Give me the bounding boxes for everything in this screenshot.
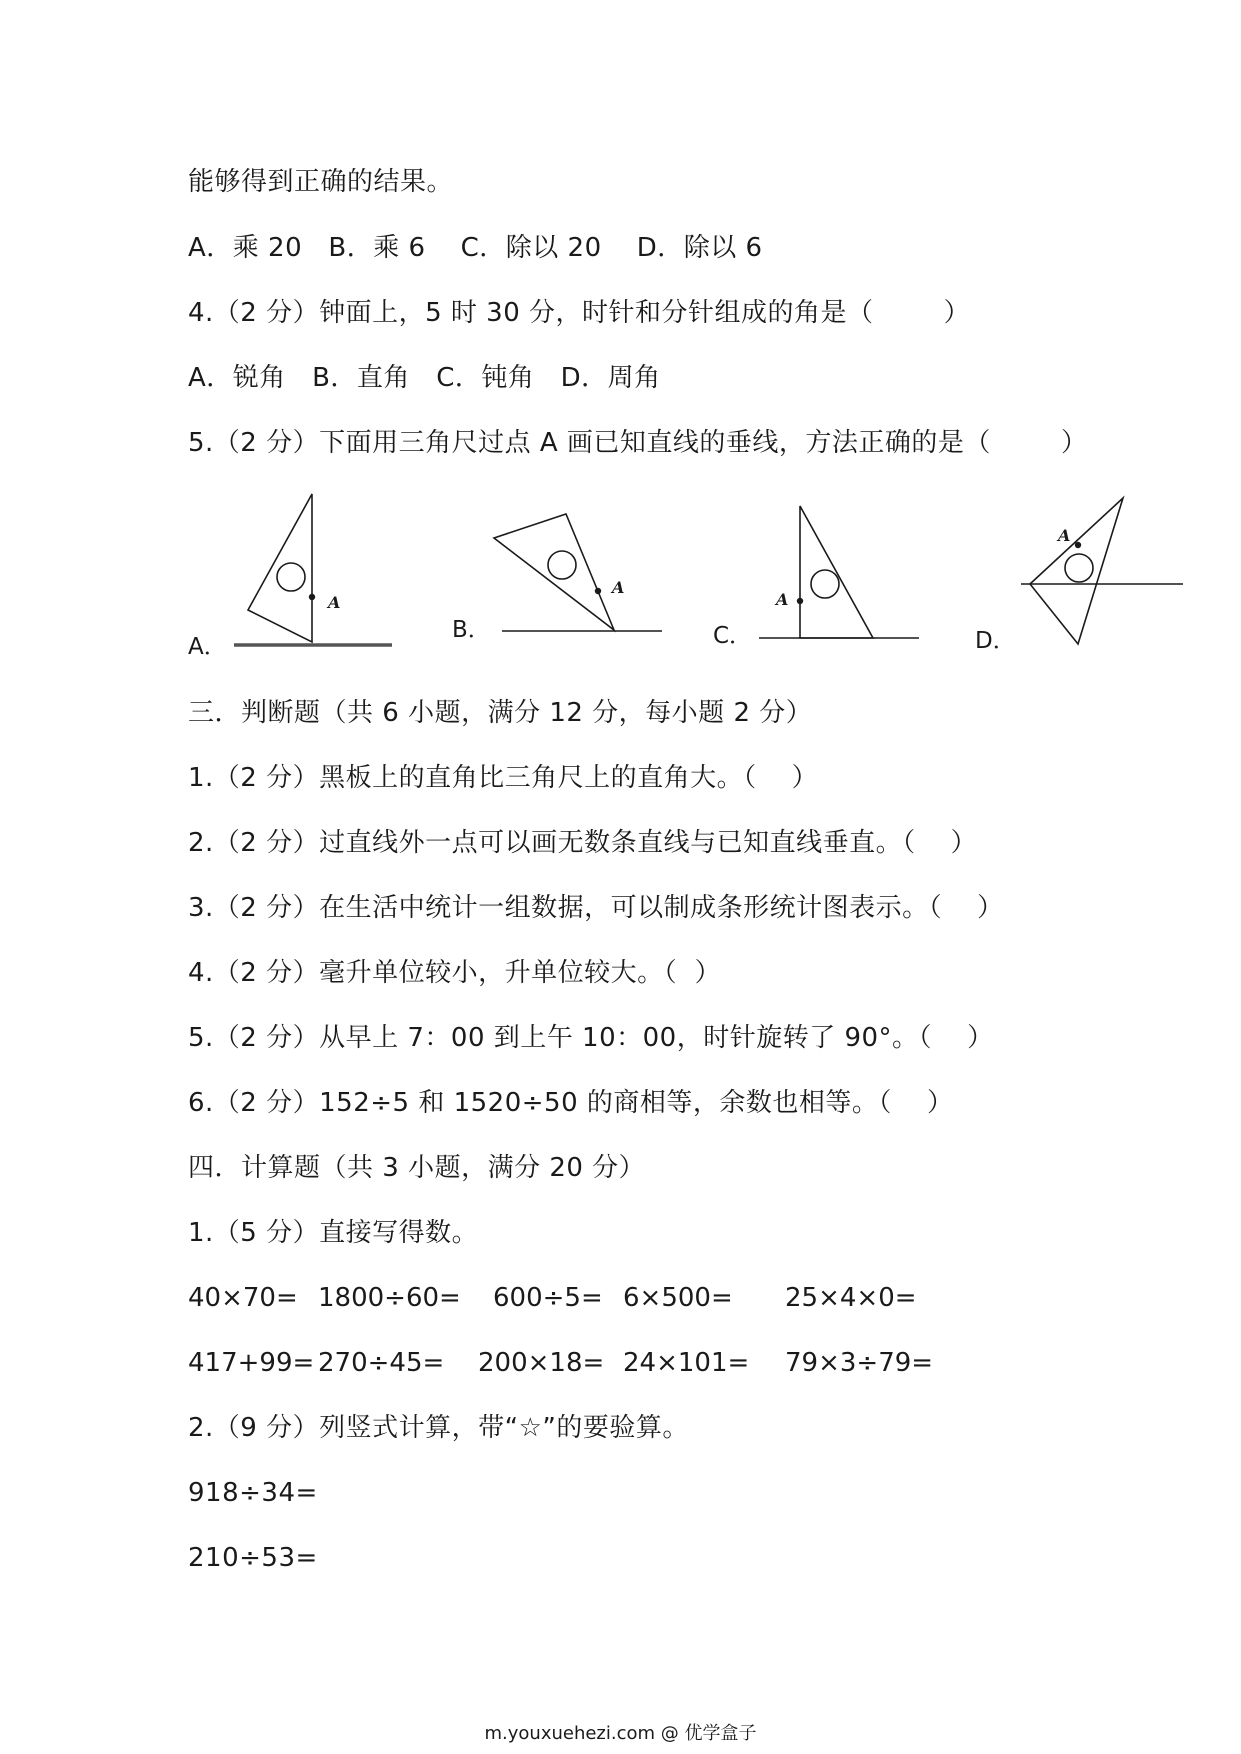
calc-item: 417+99=: [188, 1348, 315, 1378]
page-footer: m.youxuehezi.com @ 优学盒子: [484, 1723, 757, 1744]
point-a-dot: [309, 594, 315, 600]
section3-item-1: 1.（2 分）黑板上的直角比三角尺上的直角大。（ ）: [188, 763, 819, 793]
section4-heading: 四．计算题（共 3 小题，满分 20 分）: [188, 1153, 646, 1183]
figure-d-label: D．: [975, 628, 1016, 654]
calc-item: 79×3÷79=: [785, 1348, 934, 1378]
calc-item: 270÷45=: [318, 1348, 445, 1378]
calc-item: 600÷5=: [493, 1283, 603, 1313]
section4-q2-stem: 2.（9 分）列竖式计算，带“☆”的要验算。: [188, 1413, 689, 1443]
section3-item-3: 3.（2 分）在生活中统计一组数据，可以制成条形统计图表示。（ ）: [188, 893, 1004, 923]
figure-c-diagram: [752, 500, 927, 645]
set-square-c: [800, 506, 873, 638]
point-d-dot: [1075, 542, 1081, 548]
figure-b-label: B．: [452, 617, 491, 643]
calc-item: 40×70=: [188, 1283, 298, 1313]
section3-heading: 三．判断题（共 6 小题，满分 12 分，每小题 2 分）: [188, 698, 813, 728]
figure-c-label: C．: [713, 623, 753, 649]
section4-q1-stem: 1.（5 分）直接写得数。: [188, 1218, 479, 1248]
point-c-label: A: [776, 590, 789, 609]
q5-stem: 5.（2 分）下面用三角尺过点 A 画已知直线的垂线，方法正确的是（ ）: [188, 428, 1088, 458]
calc-item: 25×4×0=: [785, 1283, 917, 1313]
figure-a-label: A．: [188, 634, 227, 660]
figure-a-diagram: [230, 490, 400, 650]
point-b-label: A: [612, 578, 625, 597]
calc-item: 1800÷60=: [318, 1283, 461, 1313]
set-square-hole-b: [548, 551, 576, 579]
section3-item-6: 6.（2 分）152÷5 和 1520÷50 的商相等，余数也相等。（ ）: [188, 1088, 954, 1118]
vertical-calc-1: 918÷34=: [188, 1478, 318, 1508]
q3-continuation: 能够得到正确的结果。: [188, 167, 454, 197]
section3-item-2: 2.（2 分）过直线外一点可以画无数条直线与已知直线垂直。（ ）: [188, 828, 978, 858]
q3-options: A．乘 20 B．乘 6 C．除以 20 D．除以 6: [188, 233, 763, 263]
calc-item: 6×500=: [623, 1283, 733, 1313]
point-a-label: A: [328, 593, 341, 612]
set-square-b: [494, 514, 614, 630]
figure-d-diagram: [1015, 490, 1195, 650]
section3-item-4: 4.（2 分）毫升单位较小，升单位较大。（ ）: [188, 958, 722, 988]
vertical-calc-2: 210÷53=: [188, 1543, 318, 1573]
point-b-dot: [595, 588, 601, 594]
set-square-hole-d: [1065, 554, 1093, 582]
calc-item: 24×101=: [623, 1348, 750, 1378]
point-c-dot: [797, 598, 803, 604]
set-square-d: [1030, 498, 1123, 644]
q4-stem: 4.（2 分）钟面上，5 时 30 分，时针和分针组成的角是（ ）: [188, 298, 971, 328]
set-square-hole-a: [277, 563, 305, 591]
figure-b-diagram: [490, 505, 670, 640]
set-square-hole-c: [811, 570, 839, 598]
q4-options: A．锐角 B．直角 C．钝角 D．周角: [188, 363, 661, 393]
section3-item-5: 5.（2 分）从早上 7：00 到上午 10：00，时针旋转了 90°。（ ）: [188, 1023, 994, 1053]
calc-item: 200×18=: [478, 1348, 605, 1378]
point-d-label: A: [1058, 526, 1071, 545]
